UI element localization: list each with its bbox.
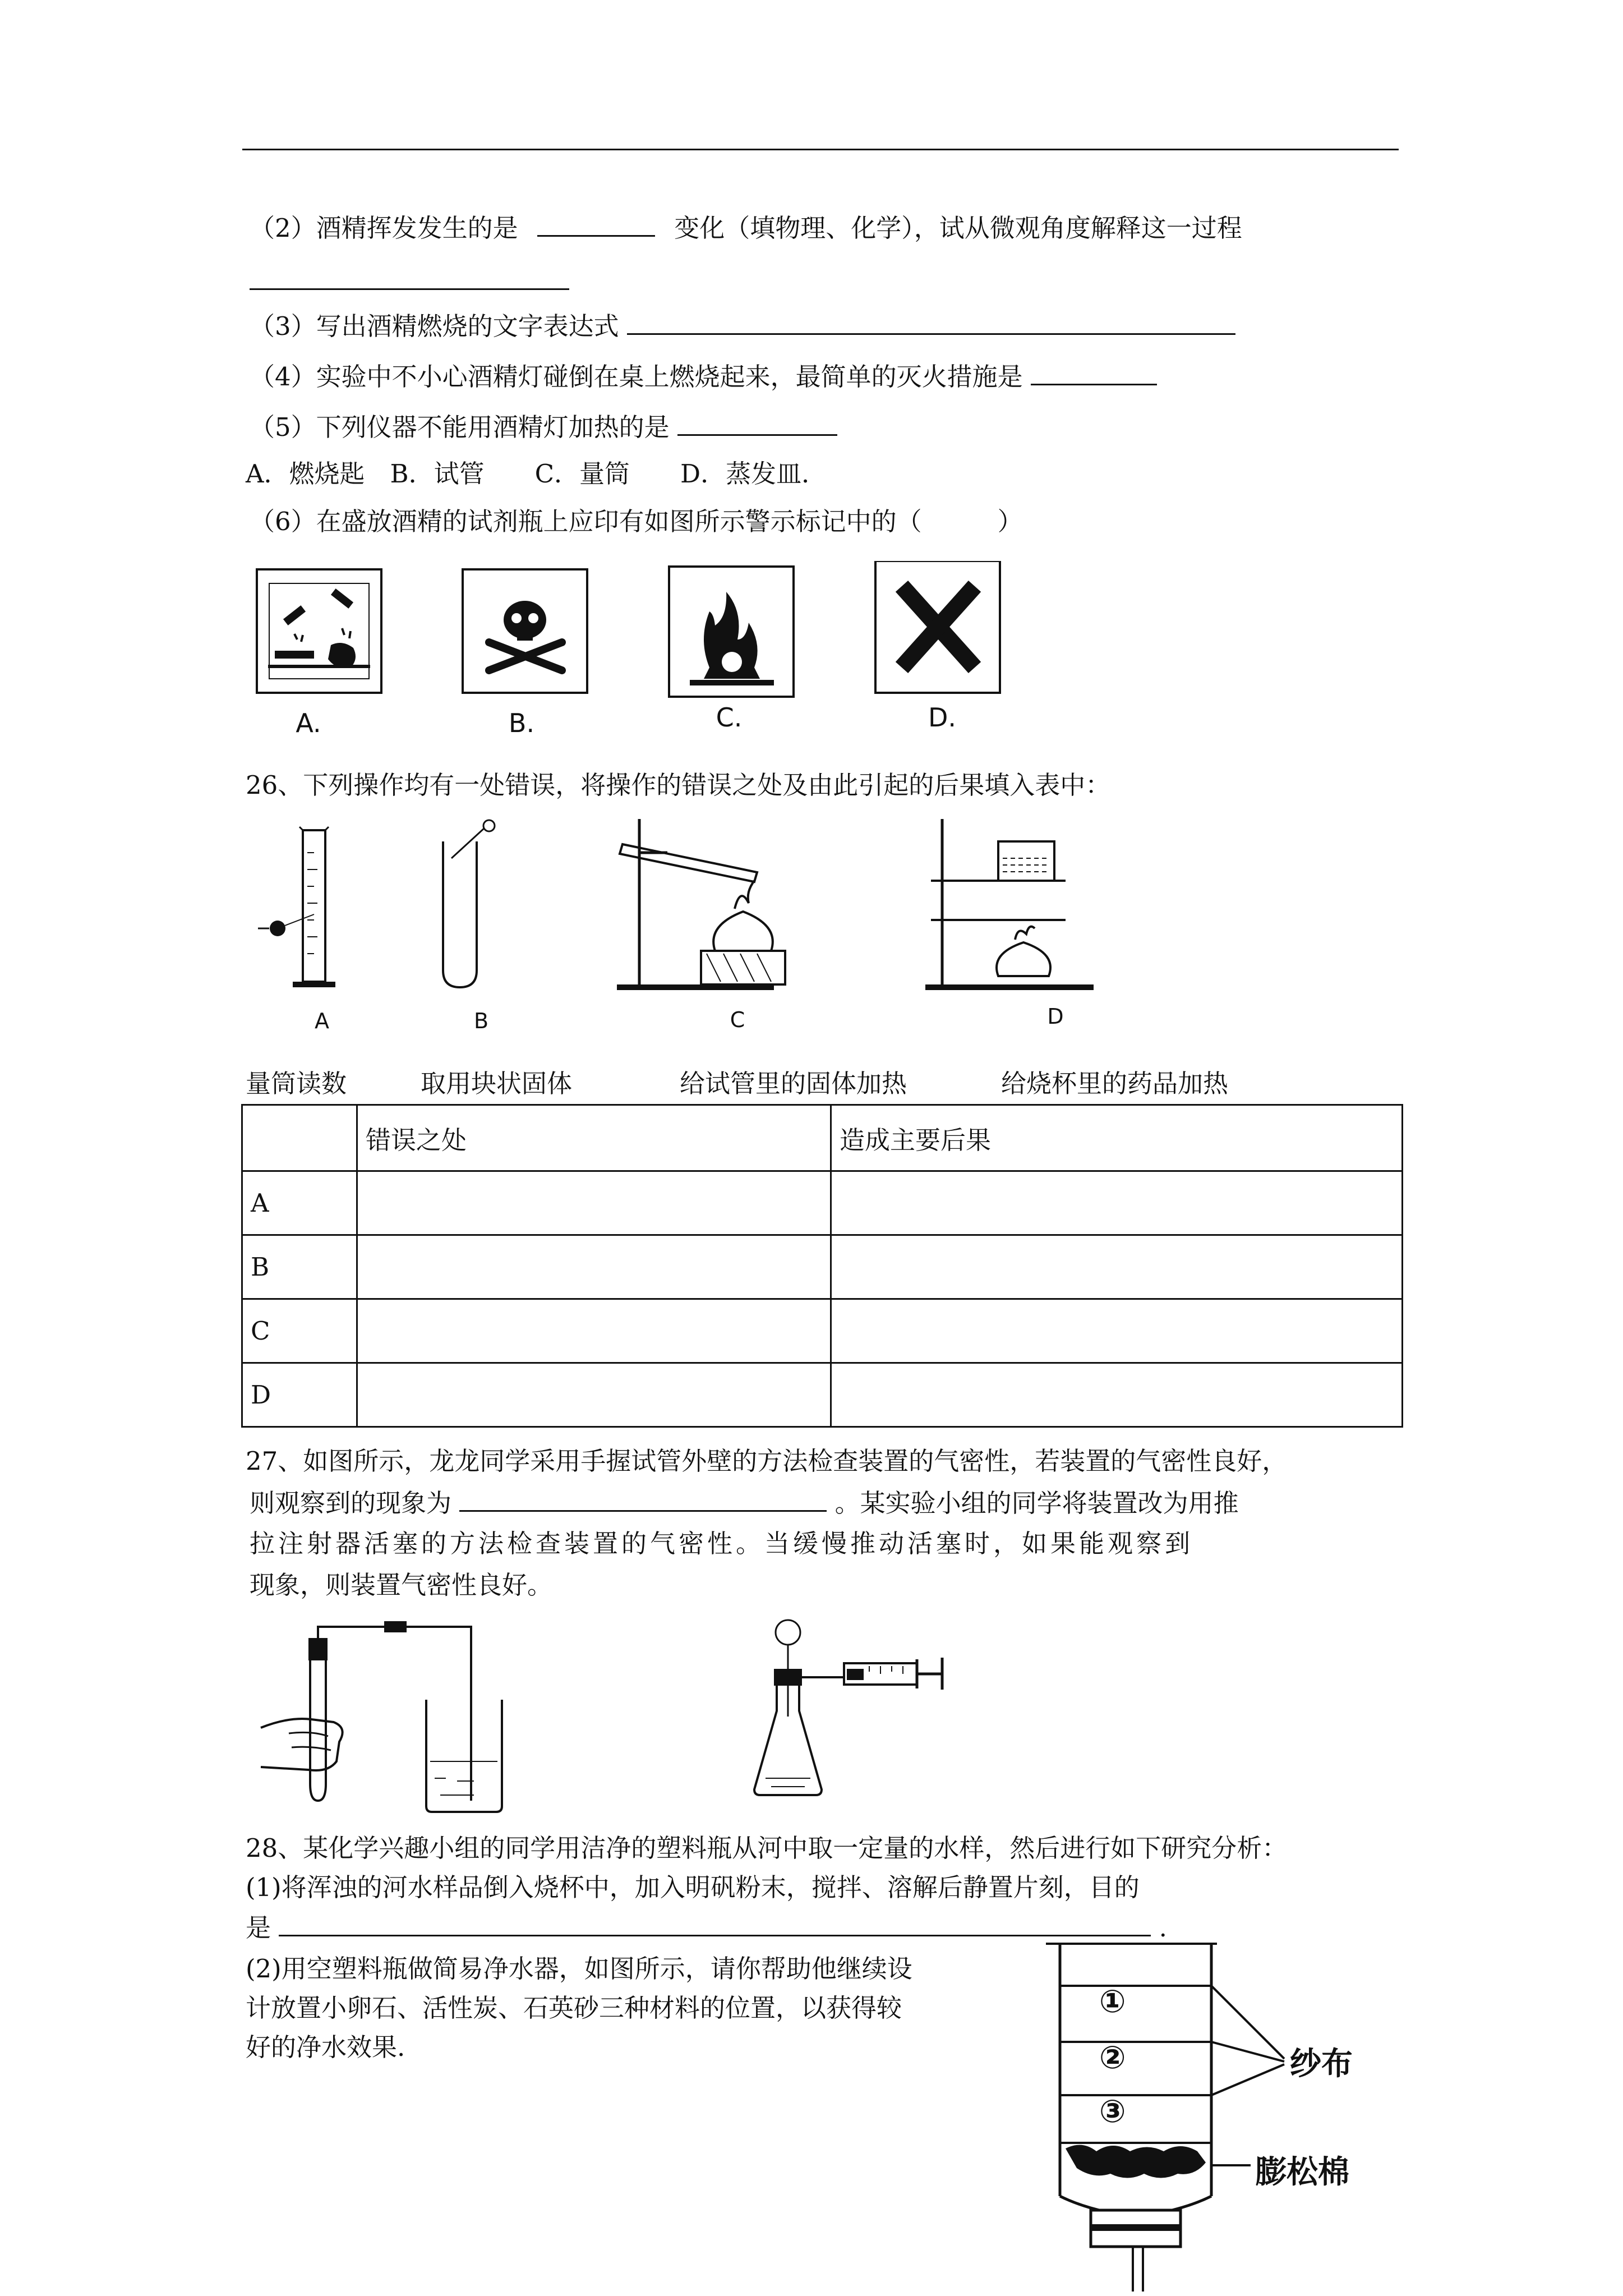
q27-line2-text-a: 则观察到的现象为 [250, 1488, 452, 1518]
q25-part6: （6）在盛放酒精的试剂瓶上应印有如图所示警示标记中的（ ） [250, 507, 1023, 536]
corrosive-sign-icon[interactable] [257, 569, 381, 693]
q28-purpose-blank[interactable] [279, 1910, 1151, 1936]
q27-line3: 拉注射器活塞的方法检查装置的气密性。当缓慢推动活塞时，如果能观察到 [250, 1529, 1194, 1558]
q26-answer-table [241, 1104, 1403, 1428]
q26-stem: 26、下列操作均有一处错误，将操作的错误之处及由此引起的后果填入表中： [246, 770, 1111, 800]
fig26-label-b: B [473, 1009, 489, 1033]
test-tube-icon [443, 820, 495, 987]
q28-stem: 28、某化学兴趣小组的同学用洁净的塑料瓶从河中取一定量的水样，然后进行如下研究分析： [246, 1833, 1288, 1863]
graduated-cylinder-icon [258, 827, 335, 987]
fig26-label-d: D [1047, 1004, 1064, 1029]
q25-options: A．燃烧匙 B．试管 C．量筒 D．蒸发皿． [246, 459, 827, 489]
sign-label-c: C. [716, 702, 743, 733]
header-rule [242, 149, 1399, 150]
q25-part2 [250, 210, 1242, 245]
q25-part4-text: （4）实验中不小心酒精灯碰倒在桌上燃烧起来，最简单的灭火措施是 [250, 362, 1023, 392]
header-cell-blank [242, 1105, 357, 1171]
table-row [242, 1235, 1403, 1299]
q25-part4 [250, 359, 1157, 394]
q28-part1-line1: (1)将浑浊的河水样品倒入烧杯中，加入明矾粉末，搅拌、溶解后静置片刻，目的 [246, 1872, 1140, 1902]
q25-part3 [250, 309, 1235, 343]
layer-1-label: ① [1099, 1984, 1126, 2020]
layer-2-label: ② [1099, 2040, 1126, 2076]
row-label-c: C [242, 1299, 357, 1363]
q25-part3-text: （3）写出酒精燃烧的文字表达式 [250, 311, 619, 341]
consequence-cell-a[interactable] [831, 1171, 1403, 1235]
harmful-sign-icon[interactable] [875, 561, 1000, 693]
q25-part5-blank[interactable] [677, 409, 837, 436]
caption-cylinder-reading: 量筒读数 [246, 1069, 347, 1098]
caption-heating-test-tube: 给试管里的固体加热 [680, 1069, 907, 1098]
caption-taking-solid: 取用块状固体 [421, 1069, 573, 1098]
q25-part2-blank[interactable] [537, 210, 655, 237]
q25-part2-text-b: 变化（填物理、化学），试从微观角度解释这一过程 [674, 213, 1242, 243]
q28-part2-line3: 好的净水效果. [246, 2032, 405, 2062]
table-header-row [242, 1105, 1403, 1171]
q28-part2-line2: 计放置小卵石、活性炭、石英砂三种材料的位置，以获得较 [246, 1993, 902, 2023]
q25-part3-blank[interactable] [627, 309, 1235, 335]
plastic-bottle-purifier-icon [1046, 1944, 1284, 2292]
error-cell-c[interactable] [357, 1299, 831, 1363]
fig26-label-c: C [730, 1007, 745, 1032]
sign-label-b: B. [508, 708, 535, 738]
flammable-sign-icon[interactable] [669, 567, 794, 697]
q25-part4-blank[interactable] [1031, 359, 1157, 385]
header-cell-error: 错误之处 [357, 1105, 831, 1171]
q25-part5 [250, 409, 837, 444]
row-label-a: A [242, 1171, 357, 1235]
table-row [242, 1171, 1403, 1235]
row-label-b: B [242, 1235, 357, 1299]
header-cell-consequence: 造成主要后果 [831, 1105, 1403, 1171]
q28-part1-period: . [1159, 1913, 1167, 1943]
gauze-label: 纱布 [1290, 2046, 1353, 2082]
q28-part1-line2 [246, 1910, 1167, 1945]
syringe-flask-icon [754, 1620, 942, 1795]
hand-held-test-tube-icon [261, 1621, 502, 1812]
toxic-sign-icon[interactable] [463, 569, 587, 693]
q27-line2 [250, 1485, 1239, 1520]
sign-label-d: D. [928, 702, 957, 733]
q27-line2-text-b: 。某实验小组的同学将装置改为用推 [834, 1488, 1239, 1518]
cotton-label: 膨松棉 [1255, 2154, 1349, 2191]
q27-phenomenon-blank[interactable] [459, 1485, 827, 1512]
caption-heating-beaker: 给烧杯里的药品加热 [1001, 1069, 1229, 1098]
q27-line1: 27、如图所示，龙龙同学采用手握试管外壁的方法检查装置的气密性，若装置的气密性良好， [246, 1446, 1288, 1476]
fig26-label-a: A [315, 1009, 329, 1033]
layer-3-label: ③ [1099, 2093, 1126, 2130]
q25-part2-explain-blank[interactable] [250, 264, 569, 290]
table-row [242, 1363, 1403, 1427]
lab-operation-figures [247, 819, 1144, 1004]
consequence-cell-b[interactable] [831, 1235, 1403, 1299]
iron-stand-test-tube-heating-icon [617, 819, 785, 990]
consequence-cell-c[interactable] [831, 1299, 1403, 1363]
iron-stand-beaker-heating-icon [925, 819, 1094, 990]
q28-part1-text: 是 [246, 1913, 271, 1943]
row-label-d: D [242, 1363, 357, 1427]
table-row [242, 1299, 1403, 1363]
q25-part2-text-a: （2）酒精挥发发生的是 [250, 213, 518, 243]
consequence-cell-d[interactable] [831, 1363, 1403, 1427]
error-cell-d[interactable] [357, 1363, 831, 1427]
sign-label-a: A. [296, 708, 321, 738]
q27-line4: 现象，则装置气密性良好。 [250, 1570, 553, 1600]
error-cell-b[interactable] [357, 1235, 831, 1299]
error-cell-a[interactable] [357, 1171, 831, 1235]
q28-part2-line1: (2)用空塑料瓶做简易净水器，如图所示，请你帮助他继续设 [246, 1954, 912, 1984]
airtightness-figures [255, 1616, 1040, 1818]
q25-part5-text: （5）下列仪器不能用酒精灯加热的是 [250, 412, 670, 442]
